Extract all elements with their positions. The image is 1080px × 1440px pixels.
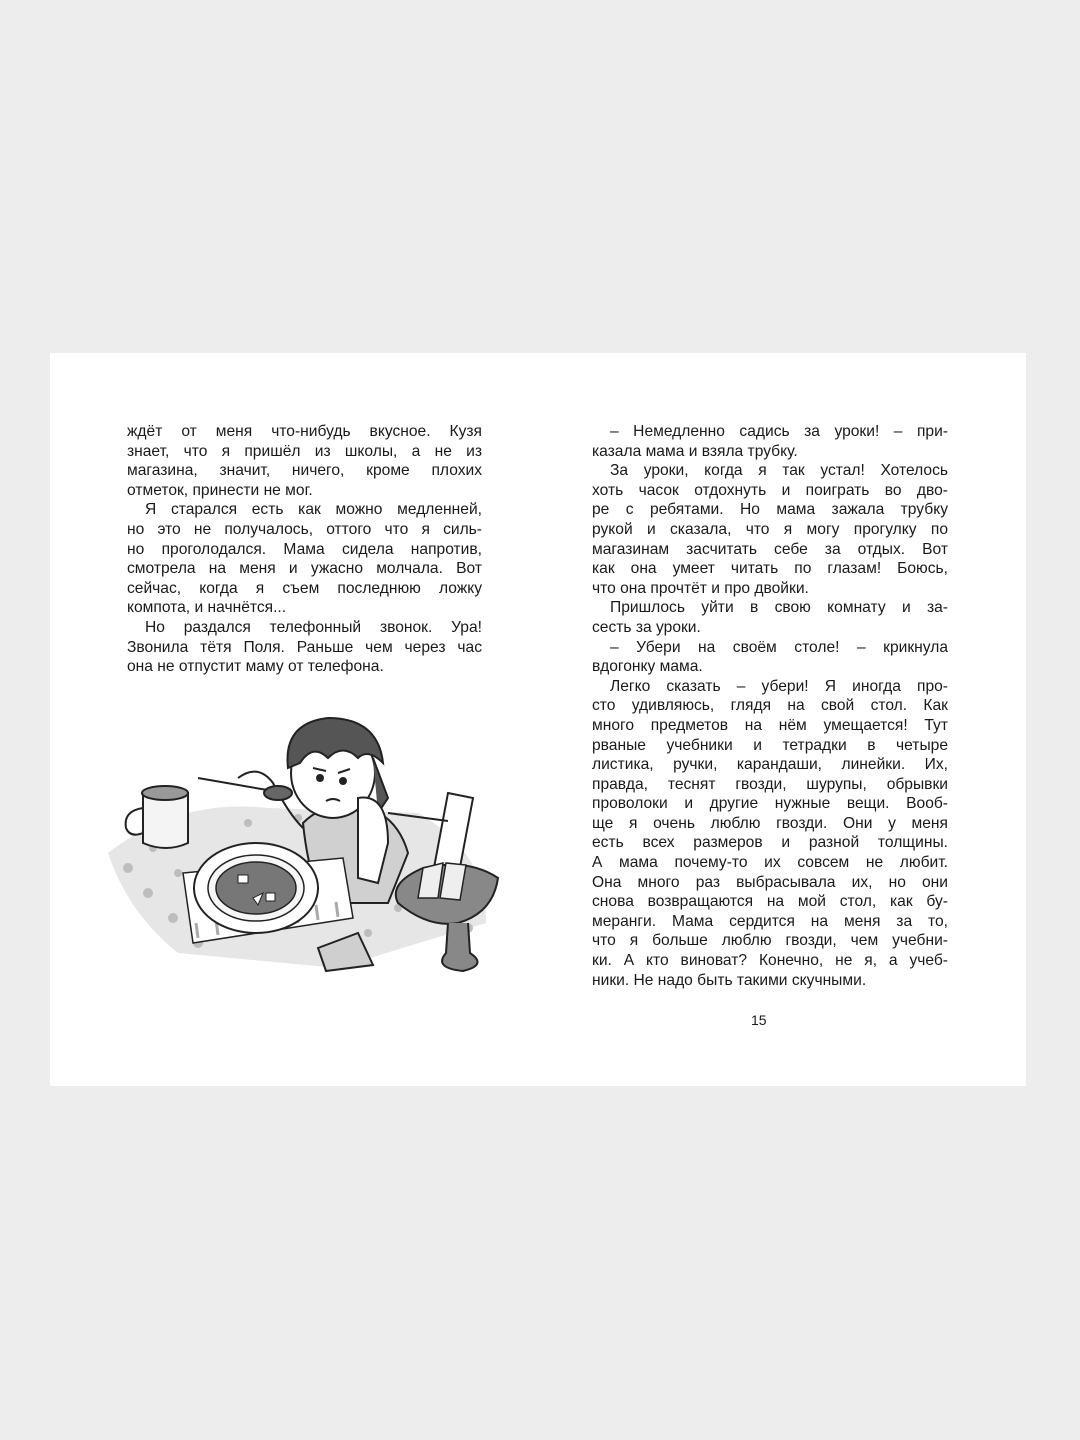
- text-line: она не отпустит маму от телефона.: [127, 658, 384, 676]
- text-line: ще я очень люблю гвозди. Они у меня: [592, 814, 948, 832]
- text-line: Звонила тётя Поля. Раньше чем через час: [127, 638, 482, 656]
- text-line: но проголодался. Мама сидела напротив,: [127, 540, 482, 558]
- text-line: знает, что я пришёл из школы, а не из: [127, 442, 482, 460]
- text-line: что она прочтёт и про двойки.: [592, 579, 809, 597]
- text-line: ре с ребятами. Но мама зажала трубку: [592, 501, 948, 519]
- text-line: Пришлось уйти в свою комнату и за-: [610, 599, 948, 617]
- right-page-text: [592, 422, 948, 990]
- text-line: правда, теснят гвозди, шурупы, обрывки: [592, 775, 948, 793]
- text-line: сейчас, когда я съем последнюю ложку: [127, 579, 482, 597]
- text-line: меранги. Мама сердится на меня за то,: [592, 912, 948, 930]
- text-line: листика, ручки, карандаши, линейки. Их,: [592, 756, 948, 774]
- left-page-text: [127, 422, 482, 677]
- text-line: вдогонку мама.: [592, 658, 703, 676]
- text-line: А мама почему-то их совсем не любит.: [592, 854, 948, 872]
- text-line: казала мама и взяла трубку.: [592, 442, 798, 460]
- text-line: магазина, значит, ничего, кроме плохих: [127, 462, 482, 480]
- text-line: снова возвращаются на мой стол, как бу-: [592, 893, 948, 911]
- text-line: проволоки и другие нужные вещи. Вооб-: [592, 795, 948, 813]
- text-line: Легко сказать – убери! Я иногда про-: [610, 677, 948, 695]
- text-line: ки. А кто виноват? Конечно, не я, а учеб-: [592, 952, 948, 970]
- text-line: сесть за уроки.: [592, 618, 701, 636]
- text-line: – Немедленно садись за уроки! – при-: [610, 423, 948, 440]
- text-line: много предметов на нём умещается! Тут: [592, 716, 948, 734]
- page-number: 15: [751, 1012, 767, 1028]
- text-line: отметок, принести не мог.: [127, 481, 313, 499]
- text-line: но это не получалось, оттого что я силь-: [127, 520, 482, 538]
- text-line: смотрела на меня и ужасно молчала. Вот: [127, 560, 482, 578]
- text-line: – Убери на своём столе! – крикнула: [610, 638, 948, 656]
- text-line: рукой и сказала, что я могу прогулку по: [592, 520, 948, 538]
- text-line: За уроки, когда я так устал! Хотелось: [610, 462, 948, 480]
- boy-eating-illustration: [88, 703, 508, 1003]
- text-line: хоть часок отдохнуть и поиграть во дво-: [592, 481, 948, 499]
- text-line: Она много раз выбрасывала их, но они: [592, 873, 948, 891]
- text-line: магазинам засчитать себе за отдых. Вот: [592, 540, 948, 558]
- book-spread: [50, 353, 1026, 1086]
- text-line: есть всех размеров и разной толщины.: [592, 834, 948, 852]
- text-line: компота, и начнётся...: [127, 599, 287, 617]
- text-line: Я старался есть как можно медленней,: [145, 501, 482, 519]
- text-line: Но раздался телефонный звонок. Ура!: [145, 618, 482, 636]
- text-line: ники. Не надо быть такими скучными.: [592, 971, 867, 989]
- text-line: рваные учебники и тетрадки в четыре: [592, 736, 948, 754]
- text-line: как она умеет читать по глазам! Боюсь,: [592, 560, 948, 578]
- text-line: что я больше люблю гвозди, чем учебни-: [592, 932, 948, 950]
- text-line: сто удивляюсь, глядя на свой стол. Как: [592, 697, 948, 715]
- text-line: ждёт от меня что-нибудь вкусное. Кузя: [127, 423, 482, 440]
